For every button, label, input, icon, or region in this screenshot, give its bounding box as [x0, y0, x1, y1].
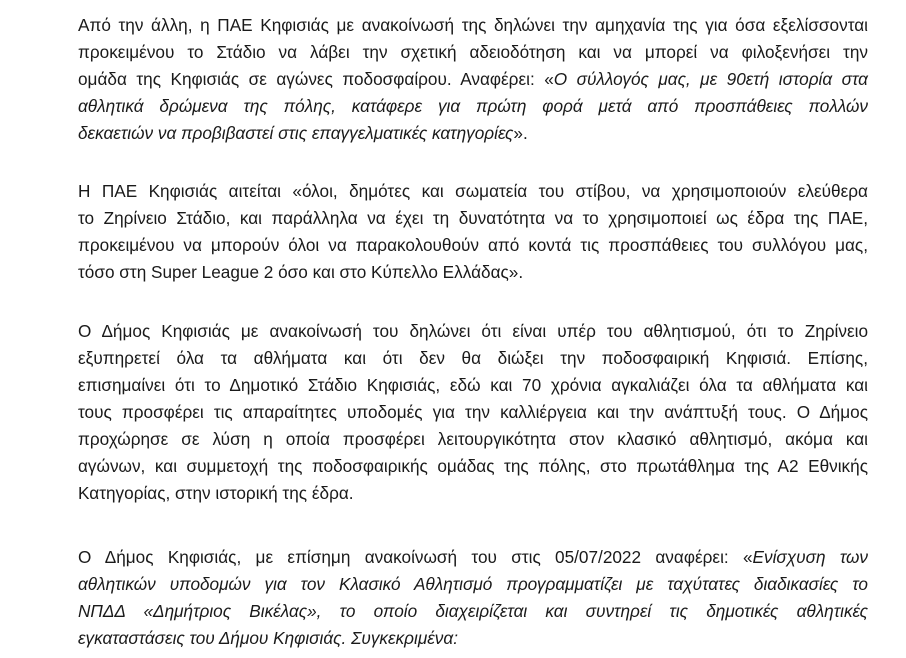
text-line — [78, 205, 868, 232]
text-line — [78, 93, 868, 120]
paragraph-municipality-announcement — [78, 544, 868, 652]
italic-quote-segment: αθλητικών υποδομών για τον Κλασικό Αθλητισμό προγραμματίζει με ταχύτατες διαδικασίες το — [78, 574, 868, 594]
text-line — [78, 232, 868, 259]
italic-quote-segment: δεκαετιών να προβιβαστεί στις επαγγελματικές κατηγορίες — [78, 123, 514, 143]
text-segment: Ο Δήμος Κηφισιάς με ανακοίνωσή του δηλώνει ότι είναι υπέρ του αθλητισμού, ότι το Ζηρίνειο — [78, 321, 868, 341]
text-line — [78, 318, 868, 345]
text-segment: Η ΠΑΕ Κηφισιάς αιτείται «όλοι, δημότες και σωματεία του στίβου, να χρησιμοποιούν ελεύθερα — [78, 181, 868, 201]
text-line — [78, 178, 868, 205]
text-segment: προκειμένου το Στάδιο να λάβει την σχετική αδειοδότηση και να μπορεί να φιλοξενήσει την — [78, 42, 868, 62]
text-segment: ». — [513, 123, 528, 143]
text-line — [78, 571, 868, 598]
text-segment: Από την άλλη, η ΠΑΕ Κηφισιάς με ανακοίνωσή της δηλώνει την αμηχανία της για όσα εξελίσσονται — [78, 15, 868, 35]
paragraph-municipality-statement — [78, 318, 868, 507]
text-line — [78, 426, 868, 453]
text-segment: το Ζηρίνειο Στάδιο, και παράλληλα να έχει τη δυνατότητα να το χρησιμοποιεί ως έδρα της ΠΑΕ, — [78, 208, 868, 228]
text-segment: αγώνων, και συμμετοχή της ποδοσφαιρικής ομάδας της πόλης, στο πρωτάθλημα της Α2 Εθνικής — [78, 456, 868, 476]
italic-quote-segment: Ο σύλλογός μας, με 90ετή ιστορία στα — [553, 69, 868, 89]
text-line — [78, 544, 868, 571]
italic-quote-segment: Ενίσχυση των — [752, 547, 869, 567]
text-line — [78, 453, 868, 480]
text-segment: ομάδα της Κηφισιάς σε αγώνες ποδοσφαίρου. Αναφέρει: « — [78, 69, 554, 89]
text-line — [78, 625, 868, 652]
text-line — [78, 372, 868, 399]
text-segment: τόσο στη Super League 2 όσο και στο Κύπελλο Ελλάδας». — [78, 262, 524, 282]
text-segment: τους προσφέρει τις απαραίτητες υποδομές για την καλλιέργεια και την ανάπτυξή τους. Ο Δήμος — [78, 402, 868, 422]
italic-quote-segment: ΝΠΔΔ «Δημήτριος Βικέλας», το οποίο διαχειρίζεται και συντηρεί τις δημοτικές αθλητικές — [78, 601, 868, 621]
text-line — [78, 39, 868, 66]
italic-quote-segment: αθλητικά δρώμενα της πόλης, κατάφερε για πρώτη φορά μετά από προσπάθειες πολλών — [78, 96, 868, 116]
text-segment: εξυπηρετεί όλα τα αθλήματα και ότι δεν θα διώξει την ποδοσφαιρική Κηφισιά. Επίσης, — [78, 348, 868, 368]
text-line — [78, 120, 868, 147]
text-line — [78, 66, 868, 93]
text-segment: Ο Δήμος Κηφισιάς, με επίσημη ανακοίνωσή του στις 05/07/2022 αναφέρει: « — [78, 547, 753, 567]
text-line — [78, 480, 868, 507]
text-segment: προχώρησε σε λύση η οποία προσφέρει λειτουργικότητα στον κλασικό αθλητισμό, ακόμα και — [78, 429, 868, 449]
text-line — [78, 259, 868, 286]
text-line — [78, 399, 868, 426]
text-segment: προκειμένου να μπορούν όλοι να παρακολουθούν από κοντά τις προσπάθειες του συλλόγου μας, — [78, 235, 868, 255]
paragraph-pae-request — [78, 178, 868, 286]
text-line — [78, 598, 868, 625]
paragraph-pae-statement — [78, 12, 868, 147]
text-segment: επισημαίνει ότι το Δημοτικό Στάδιο Κηφισιάς, εδώ και 70 χρόνια αγκαλιάζει όλα τα αθλήματα και — [78, 375, 868, 395]
text-line — [78, 12, 868, 39]
text-segment: Κατηγορίας, στην ιστορική της έδρα. — [78, 483, 354, 503]
italic-quote-segment: εγκαταστάσεις του Δήμου Κηφισιάς. Συγκεκριμένα: — [78, 628, 458, 648]
text-line — [78, 345, 868, 372]
